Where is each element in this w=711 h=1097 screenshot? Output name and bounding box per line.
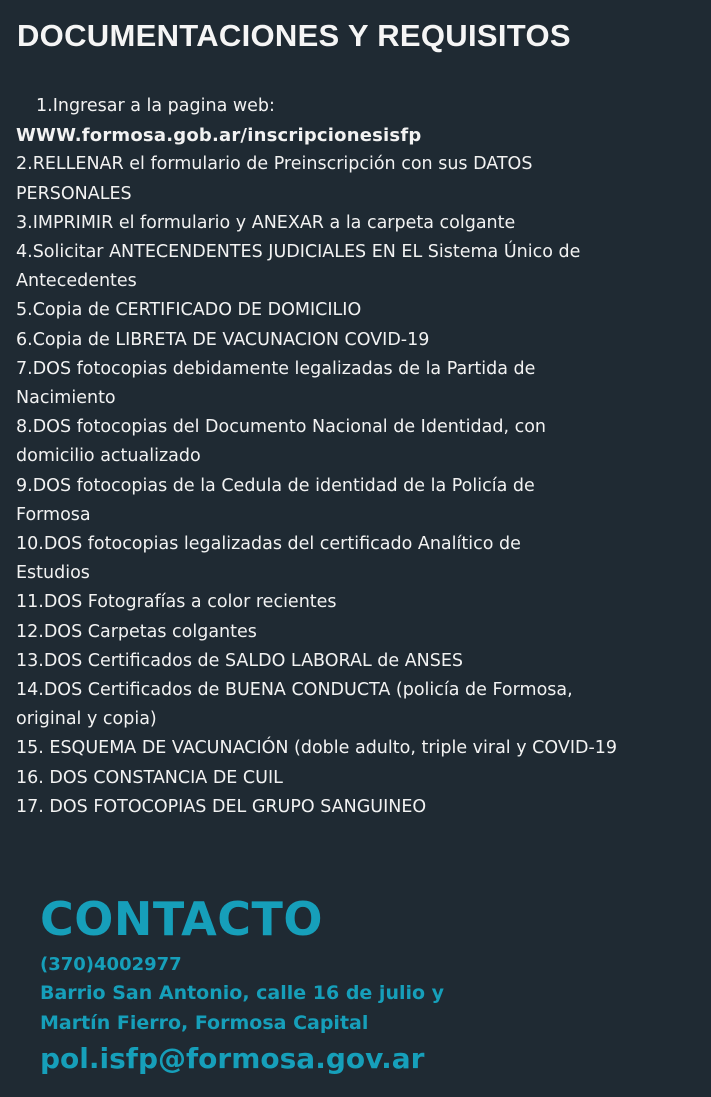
list-item: 2.RELLENAR el formulario de Preinscripción con sus DATOS bbox=[16, 154, 533, 175]
list-item: original y copia) bbox=[16, 709, 157, 730]
contact-email[interactable]: pol.isfp@formosa.gov.ar bbox=[40, 1042, 425, 1075]
list-item: 5.Copia de CERTIFICADO DE DOMICILIO bbox=[16, 300, 362, 321]
list-item: 3.IMPRIMIR el formulario y ANEXAR a la carpeta colgante bbox=[16, 212, 516, 233]
contact-address-line: Barrio San Antonio, calle 16 de julio y bbox=[40, 982, 445, 1004]
website-link[interactable]: WWW.formosa.gob.ar/inscripcionesisfp bbox=[16, 125, 422, 147]
list-item: 9.DOS fotocopias de la Cedula de identidad de la Policía de bbox=[16, 475, 535, 496]
list-item: 8.DOS fotocopias del Documento Nacional de Identidad, con bbox=[16, 417, 547, 438]
list-item: 14.DOS Certificados de BUENA CONDUCTA (policía de Formosa, bbox=[16, 680, 573, 701]
list-item: 12.DOS Carpetas colgantes bbox=[16, 621, 257, 642]
list-item: 11.DOS Fotografías a color recientes bbox=[16, 592, 337, 613]
list-item: Antecedentes bbox=[16, 271, 137, 292]
list-item: 16. DOS CONSTANCIA DE CUIL bbox=[16, 767, 283, 788]
contact-section bbox=[40, 890, 444, 1078]
list-item: 7.DOS fotocopias debidamente legalizadas de la Partida de bbox=[16, 358, 536, 379]
list-item: Estudios bbox=[16, 563, 90, 584]
page-title: DOCUMENTACIONES Y REQUISITOS bbox=[17, 18, 571, 53]
list-item: Formosa bbox=[16, 504, 91, 525]
list-item: 1.Ingresar a la pagina web: bbox=[36, 96, 275, 116]
list-item: 6.Copia de LIBRETA DE VACUNACION COVID-19 bbox=[16, 329, 430, 350]
contact-heading: CONTACTO bbox=[40, 892, 324, 946]
requirements-list bbox=[16, 92, 706, 822]
list-item: PERSONALES bbox=[16, 183, 132, 204]
list-item: 15. ESQUEMA DE VACUNACIÓN (doble adulto, triple viral y COVID-19 bbox=[16, 738, 618, 759]
list-item: Nacimiento bbox=[16, 388, 116, 409]
list-item: 13.DOS Certificados de SALDO LABORAL de ANSES bbox=[16, 650, 464, 671]
contact-address-line: Martín Fierro, Formosa Capital bbox=[40, 1012, 369, 1034]
contact-phone[interactable]: (370)4002977 bbox=[40, 954, 182, 975]
list-item: 4.Solicitar ANTECENDENTES JUDICIALES EN EL Sistema Único de bbox=[16, 242, 581, 263]
list-item: 17. DOS FOTOCOPIAS DEL GRUPO SANGUINEO bbox=[16, 796, 427, 817]
list-item: 10.DOS fotocopias legalizadas del certificado Analítico de bbox=[16, 534, 521, 555]
list-item: domicilio actualizado bbox=[16, 446, 201, 467]
